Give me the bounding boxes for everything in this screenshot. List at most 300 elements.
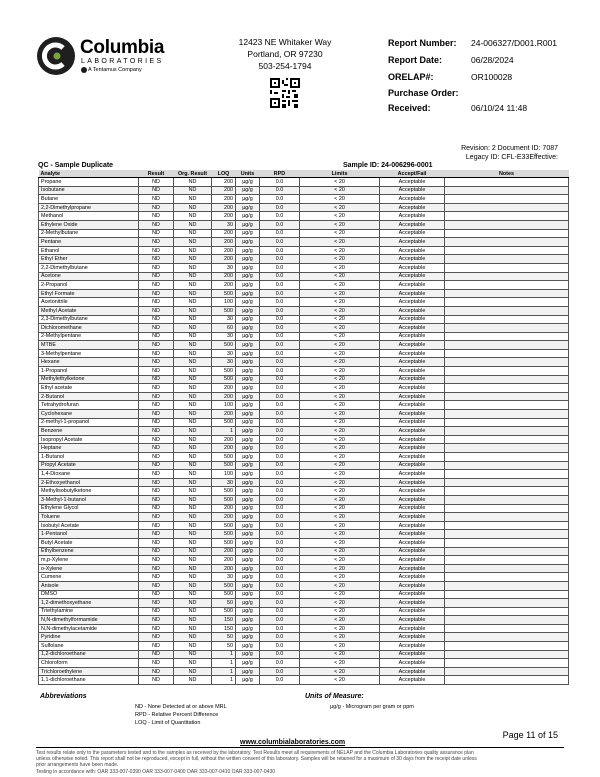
company-name: Columbia <box>80 37 165 58</box>
cell-result: ND <box>139 659 174 668</box>
cell-result: ND <box>139 573 174 582</box>
cell-loq: 200 <box>212 444 236 453</box>
cell-org-result: ND <box>174 367 212 376</box>
cell-analyte: 1,2-dichloroethane <box>39 650 139 659</box>
table-row <box>39 530 569 539</box>
cell-loq: 30 <box>212 478 236 487</box>
cell-result: ND <box>139 556 174 565</box>
cell-units: µg/g <box>236 246 260 255</box>
table-row <box>39 392 569 401</box>
cell-notes <box>445 212 569 221</box>
cell-result: ND <box>139 487 174 496</box>
cell-result: ND <box>139 435 174 444</box>
cell-analyte: Methyl Acetate <box>39 306 139 315</box>
cell-rpd: 0.0 <box>260 427 300 436</box>
cell-units: µg/g <box>236 263 260 272</box>
cell-limits: < 20 <box>300 418 380 427</box>
cell-notes <box>445 367 569 376</box>
cell-analyte: Chloroform <box>39 659 139 668</box>
cell-analyte: Propyl Acetate <box>39 461 139 470</box>
cell-result: ND <box>139 667 174 676</box>
cell-analyte: Pentane <box>39 238 139 247</box>
cell-result: ND <box>139 650 174 659</box>
cell-notes <box>445 203 569 212</box>
cell-org-result: ND <box>174 530 212 539</box>
cell-accept-fail: Acceptable <box>380 453 445 462</box>
cell-org-result: ND <box>174 315 212 324</box>
cell-accept-fail: Acceptable <box>380 599 445 608</box>
cell-accept-fail: Acceptable <box>380 573 445 582</box>
cell-org-result: ND <box>174 246 212 255</box>
cell-accept-fail: Acceptable <box>380 238 445 247</box>
cell-units: µg/g <box>236 289 260 298</box>
cell-result: ND <box>139 212 174 221</box>
cell-loq: 500 <box>212 538 236 547</box>
cell-notes <box>445 272 569 281</box>
cell-org-result: ND <box>174 255 212 264</box>
cell-loq: 150 <box>212 624 236 633</box>
cell-org-result: ND <box>174 590 212 599</box>
cell-limits: < 20 <box>300 203 380 212</box>
cell-accept-fail: Acceptable <box>380 401 445 410</box>
cell-loq: 200 <box>212 564 236 573</box>
cell-analyte: Pyridine <box>39 633 139 642</box>
cell-loq: 500 <box>212 607 236 616</box>
table-row <box>39 238 569 247</box>
website-link[interactable]: www.columbialaboratories.com <box>240 739 346 746</box>
cell-rpd: 0.0 <box>260 392 300 401</box>
cell-units: µg/g <box>236 453 260 462</box>
cell-analyte: Hexane <box>39 358 139 367</box>
cell-loq: 500 <box>212 418 236 427</box>
cell-accept-fail: Acceptable <box>380 530 445 539</box>
cell-loq: 200 <box>212 229 236 238</box>
cell-rpd: 0.0 <box>260 246 300 255</box>
cell-notes <box>445 220 569 229</box>
cell-limits: < 20 <box>300 461 380 470</box>
cell-analyte: Cyclohexane <box>39 410 139 419</box>
cell-analyte: Tetrahydrofuran <box>39 401 139 410</box>
cell-accept-fail: Acceptable <box>380 220 445 229</box>
footer-line-1: Test results relate only to the parameters tested and to the samples as received by the laboratory. Test Results meet all requirements of NELAP and the Columbia Laboratories quality assurance plan <box>36 750 474 756</box>
cell-limits: < 20 <box>300 513 380 522</box>
cell-loq: 30 <box>212 573 236 582</box>
cell-notes <box>445 315 569 324</box>
table-row <box>39 332 569 341</box>
cell-notes <box>445 255 569 264</box>
col-header-accept-fail: Accept/Fail <box>380 170 445 178</box>
cell-org-result: ND <box>174 324 212 333</box>
cell-result: ND <box>139 581 174 590</box>
cell-analyte: Triethylamine <box>39 607 139 616</box>
cell-analyte: Ethyl acetate <box>39 384 139 393</box>
cell-notes <box>445 435 569 444</box>
cell-notes <box>445 530 569 539</box>
cell-notes <box>445 607 569 616</box>
table-row <box>39 315 569 324</box>
cell-org-result: ND <box>174 186 212 195</box>
cell-analyte: 2-methyl-1-propanol <box>39 418 139 427</box>
cell-limits: < 20 <box>300 246 380 255</box>
cell-loq: 30 <box>212 263 236 272</box>
cell-org-result: ND <box>174 633 212 642</box>
cell-rpd: 0.0 <box>260 375 300 384</box>
cell-accept-fail: Acceptable <box>380 607 445 616</box>
cell-units: µg/g <box>236 418 260 427</box>
cell-analyte: Methanol <box>39 212 139 221</box>
cell-org-result: ND <box>174 392 212 401</box>
cell-rpd: 0.0 <box>260 349 300 358</box>
purchase-order-label: Purchase Order: <box>388 88 459 98</box>
cell-limits: < 20 <box>300 358 380 367</box>
report-number-label: Report Number: <box>388 38 457 48</box>
cell-analyte: MTBE <box>39 341 139 350</box>
cell-rpd: 0.0 <box>260 581 300 590</box>
company-subtitle: LABORATORIES <box>81 58 164 65</box>
table-row <box>39 401 569 410</box>
cell-rpd: 0.0 <box>260 667 300 676</box>
cell-loq: 500 <box>212 453 236 462</box>
cell-units: µg/g <box>236 599 260 608</box>
table-row <box>39 306 569 315</box>
cell-rpd: 0.0 <box>260 401 300 410</box>
cell-units: µg/g <box>236 461 260 470</box>
table-row <box>39 650 569 659</box>
table-row <box>39 504 569 513</box>
table-row <box>39 581 569 590</box>
cell-org-result: ND <box>174 332 212 341</box>
cell-notes <box>445 341 569 350</box>
cell-result: ND <box>139 461 174 470</box>
cell-loq: 1 <box>212 650 236 659</box>
cell-result: ND <box>139 324 174 333</box>
col-header-analyte: Analyte <box>39 170 139 178</box>
cell-accept-fail: Acceptable <box>380 315 445 324</box>
cell-accept-fail: Acceptable <box>380 358 445 367</box>
cell-rpd: 0.0 <box>260 410 300 419</box>
cell-analyte: N,N-dimethylformamide <box>39 616 139 625</box>
cell-loq: 500 <box>212 341 236 350</box>
cell-accept-fail: Acceptable <box>380 263 445 272</box>
cell-notes <box>445 246 569 255</box>
cell-limits: < 20 <box>300 220 380 229</box>
cell-rpd: 0.0 <box>260 272 300 281</box>
cell-limits: < 20 <box>300 556 380 565</box>
table-row <box>39 298 569 307</box>
table-row <box>39 453 569 462</box>
report-number-value: 24-006327/D001.R001 <box>471 38 558 48</box>
cell-analyte: Butane <box>39 195 139 204</box>
cell-units: µg/g <box>236 513 260 522</box>
cell-analyte: 3-Methylpentane <box>39 349 139 358</box>
cell-result: ND <box>139 263 174 272</box>
cell-notes <box>445 401 569 410</box>
cell-limits: < 20 <box>300 410 380 419</box>
cell-analyte: Benzene <box>39 427 139 436</box>
cell-analyte: Anisole <box>39 581 139 590</box>
cell-analyte: 2-Methylbutane <box>39 229 139 238</box>
cell-accept-fail: Acceptable <box>380 186 445 195</box>
abbreviations-title: Abbreviations <box>40 693 87 700</box>
cell-accept-fail: Acceptable <box>380 435 445 444</box>
cell-loq: 200 <box>212 392 236 401</box>
cell-units: µg/g <box>236 306 260 315</box>
cell-notes <box>445 178 569 187</box>
cell-rpd: 0.0 <box>260 530 300 539</box>
cell-limits: < 20 <box>300 306 380 315</box>
cell-notes <box>445 642 569 651</box>
cell-rpd: 0.0 <box>260 332 300 341</box>
cell-org-result: ND <box>174 642 212 651</box>
cell-notes <box>445 298 569 307</box>
cell-accept-fail: Acceptable <box>380 616 445 625</box>
cell-org-result: ND <box>174 358 212 367</box>
cell-loq: 500 <box>212 495 236 504</box>
cell-notes <box>445 556 569 565</box>
cell-accept-fail: Acceptable <box>380 195 445 204</box>
cell-result: ND <box>139 358 174 367</box>
cell-limits: < 20 <box>300 599 380 608</box>
cell-analyte: 2-Butanol <box>39 392 139 401</box>
cell-rpd: 0.0 <box>260 367 300 376</box>
cell-notes <box>445 590 569 599</box>
cell-loq: 200 <box>212 504 236 513</box>
cell-org-result: ND <box>174 220 212 229</box>
cell-result: ND <box>139 246 174 255</box>
cell-result: ND <box>139 547 174 556</box>
cell-analyte: 2,2-Dimethylbutane <box>39 263 139 272</box>
table-row <box>39 521 569 530</box>
cell-limits: < 20 <box>300 676 380 685</box>
cell-notes <box>445 384 569 393</box>
cell-rpd: 0.0 <box>260 590 300 599</box>
cell-org-result: ND <box>174 521 212 530</box>
table-row <box>39 375 569 384</box>
cell-units: µg/g <box>236 530 260 539</box>
cell-result: ND <box>139 453 174 462</box>
cell-org-result: ND <box>174 461 212 470</box>
cell-org-result: ND <box>174 538 212 547</box>
cell-loq: 50 <box>212 642 236 651</box>
cell-accept-fail: Acceptable <box>380 246 445 255</box>
cell-units: µg/g <box>236 573 260 582</box>
cell-notes <box>445 349 569 358</box>
cell-accept-fail: Acceptable <box>380 272 445 281</box>
table-row <box>39 444 569 453</box>
table-row <box>39 358 569 367</box>
cell-notes <box>445 538 569 547</box>
cell-units: µg/g <box>236 444 260 453</box>
cell-limits: < 20 <box>300 186 380 195</box>
cell-notes <box>445 410 569 419</box>
table-row <box>39 659 569 668</box>
cell-rpd: 0.0 <box>260 504 300 513</box>
cell-loq: 50 <box>212 633 236 642</box>
cell-units: µg/g <box>236 642 260 651</box>
cell-rpd: 0.0 <box>260 487 300 496</box>
cell-loq: 1 <box>212 676 236 685</box>
cell-limits: < 20 <box>300 281 380 290</box>
cell-units: µg/g <box>236 504 260 513</box>
cell-org-result: ND <box>174 607 212 616</box>
cell-analyte: 1-Propanol <box>39 367 139 376</box>
cell-analyte: Ethyl Ether <box>39 255 139 264</box>
cell-result: ND <box>139 513 174 522</box>
cell-accept-fail: Acceptable <box>380 410 445 419</box>
cell-accept-fail: Acceptable <box>380 590 445 599</box>
cell-limits: < 20 <box>300 401 380 410</box>
cell-units: µg/g <box>236 547 260 556</box>
cell-units: µg/g <box>236 435 260 444</box>
cell-org-result: ND <box>174 203 212 212</box>
cell-limits: < 20 <box>300 349 380 358</box>
cell-accept-fail: Acceptable <box>380 521 445 530</box>
cell-units: µg/g <box>236 616 260 625</box>
cell-notes <box>445 444 569 453</box>
cell-loq: 200 <box>212 195 236 204</box>
cell-limits: < 20 <box>300 607 380 616</box>
cell-loq: 30 <box>212 349 236 358</box>
table-row <box>39 642 569 651</box>
cell-result: ND <box>139 470 174 479</box>
cell-units: µg/g <box>236 341 260 350</box>
cell-notes <box>445 289 569 298</box>
table-row <box>39 590 569 599</box>
cell-units: µg/g <box>236 349 260 358</box>
cell-analyte: 2,2-Dimethylpropane <box>39 203 139 212</box>
cell-rpd: 0.0 <box>260 255 300 264</box>
cell-limits: < 20 <box>300 659 380 668</box>
cell-accept-fail: Acceptable <box>380 667 445 676</box>
cell-accept-fail: Acceptable <box>380 427 445 436</box>
cell-loq: 200 <box>212 186 236 195</box>
cell-org-result: ND <box>174 495 212 504</box>
cell-units: µg/g <box>236 367 260 376</box>
table-row <box>39 573 569 582</box>
cell-loq: 500 <box>212 521 236 530</box>
cell-org-result: ND <box>174 676 212 685</box>
cell-limits: < 20 <box>300 315 380 324</box>
col-header-notes: Notes <box>445 170 569 178</box>
cell-org-result: ND <box>174 401 212 410</box>
cell-analyte: 1-Pentanol <box>39 530 139 539</box>
cell-limits: < 20 <box>300 341 380 350</box>
cell-org-result: ND <box>174 547 212 556</box>
cell-accept-fail: Acceptable <box>380 470 445 479</box>
table-row <box>39 676 569 685</box>
table-row <box>39 289 569 298</box>
cell-accept-fail: Acceptable <box>380 281 445 290</box>
cell-org-result: ND <box>174 444 212 453</box>
cell-analyte: Ethylene Glycol <box>39 504 139 513</box>
received-label: Received: <box>388 103 431 113</box>
cell-rpd: 0.0 <box>260 616 300 625</box>
cell-limits: < 20 <box>300 521 380 530</box>
col-header-rpd: RPD <box>260 170 300 178</box>
cell-units: µg/g <box>236 590 260 599</box>
cell-rpd: 0.0 <box>260 418 300 427</box>
cell-loq: 200 <box>212 513 236 522</box>
cell-analyte: Propane <box>39 178 139 187</box>
cell-units: µg/g <box>236 255 260 264</box>
cell-analyte: Ethanol <box>39 246 139 255</box>
cell-result: ND <box>139 427 174 436</box>
cell-result: ND <box>139 607 174 616</box>
cell-limits: < 20 <box>300 238 380 247</box>
cell-result: ND <box>139 538 174 547</box>
cell-limits: < 20 <box>300 504 380 513</box>
cell-org-result: ND <box>174 195 212 204</box>
cell-rpd: 0.0 <box>260 495 300 504</box>
cell-analyte: Heptane <box>39 444 139 453</box>
cell-units: µg/g <box>236 410 260 419</box>
cell-notes <box>445 263 569 272</box>
cell-org-result: ND <box>174 289 212 298</box>
cell-org-result: ND <box>174 341 212 350</box>
cell-loq: 200 <box>212 384 236 393</box>
table-row <box>39 272 569 281</box>
abbreviation-nd: ND - None Detected at or above MRL <box>135 704 227 710</box>
cell-units: µg/g <box>236 427 260 436</box>
cell-notes <box>445 676 569 685</box>
cell-rpd: 0.0 <box>260 341 300 350</box>
cell-notes <box>445 667 569 676</box>
cell-result: ND <box>139 238 174 247</box>
abbreviation-rpd: RPD - Relative Percent Difference <box>135 712 219 718</box>
cell-loq: 30 <box>212 315 236 324</box>
cell-units: µg/g <box>236 633 260 642</box>
cell-accept-fail: Acceptable <box>380 659 445 668</box>
cell-loq: 1 <box>212 659 236 668</box>
page-number: Page 11 of 15 <box>502 730 558 740</box>
cell-limits: < 20 <box>300 495 380 504</box>
orelap-label: ORELAP#: <box>388 72 434 82</box>
qc-duplicate-table <box>38 170 569 685</box>
cell-limits: < 20 <box>300 538 380 547</box>
cell-result: ND <box>139 289 174 298</box>
cell-analyte: 1,1-dichloroethane <box>39 676 139 685</box>
table-row <box>39 624 569 633</box>
cell-units: µg/g <box>236 478 260 487</box>
table-row <box>39 229 569 238</box>
cell-result: ND <box>139 642 174 651</box>
cell-notes <box>445 616 569 625</box>
cell-rpd: 0.0 <box>260 220 300 229</box>
cell-accept-fail: Acceptable <box>380 564 445 573</box>
table-row <box>39 547 569 556</box>
cell-limits: < 20 <box>300 616 380 625</box>
cell-result: ND <box>139 616 174 625</box>
table-row <box>39 410 569 419</box>
cell-analyte: Methylisobutylketone <box>39 487 139 496</box>
cell-units: µg/g <box>236 358 260 367</box>
cell-loq: 500 <box>212 306 236 315</box>
cell-result: ND <box>139 478 174 487</box>
cell-result: ND <box>139 590 174 599</box>
cell-limits: < 20 <box>300 229 380 238</box>
cell-units: µg/g <box>236 624 260 633</box>
cell-loq: 1 <box>212 427 236 436</box>
cell-rpd: 0.0 <box>260 263 300 272</box>
cell-analyte: 1,2-dimethoxyethane <box>39 599 139 608</box>
cell-loq: 200 <box>212 212 236 221</box>
table-row <box>39 384 569 393</box>
cell-analyte: Isobutane <box>39 186 139 195</box>
cell-notes <box>445 513 569 522</box>
cell-loq: 50 <box>212 599 236 608</box>
cell-units: µg/g <box>236 375 260 384</box>
cell-units: µg/g <box>236 332 260 341</box>
